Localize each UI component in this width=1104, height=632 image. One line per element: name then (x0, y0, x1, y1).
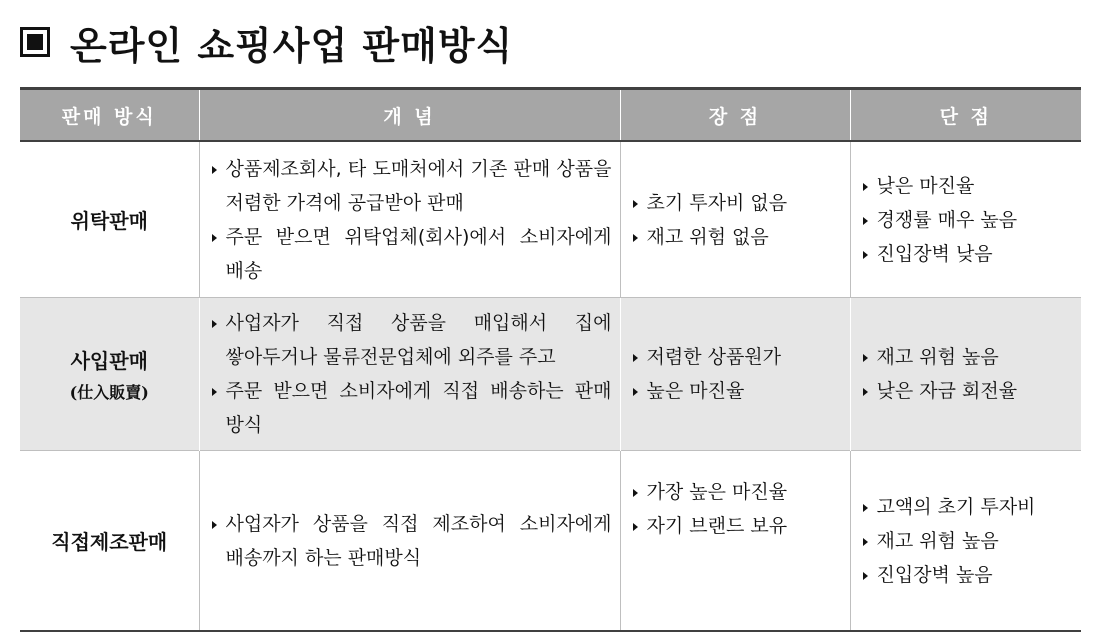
method-hanja: (仕入販賣) (69, 383, 149, 402)
concept-cell (199, 451, 620, 632)
concept-cell (199, 298, 620, 451)
list-item: 진입장벽 높음 (863, 558, 1074, 592)
table-row (20, 141, 1081, 298)
list-item: 사업자가 직접 상품을 매입해서 집에 쌓아두거나 물류전문업체에 외주를 주고 (212, 306, 612, 374)
list-item: 저렴한 상품원가 (633, 340, 842, 374)
cons-list (851, 340, 1082, 408)
cons-cell (850, 298, 1081, 451)
cons-list (851, 169, 1082, 271)
cons-cell (850, 141, 1081, 298)
list-item: 상품제조회사, 타 도매처에서 기존 판매 상품을 저렴한 가격에 공급받아 판매 (212, 152, 612, 220)
header-cons: 단 점 (850, 89, 1081, 142)
pros-cell (620, 141, 850, 298)
method-name: 사입판매 (70, 349, 148, 373)
header-pros: 장 점 (620, 89, 850, 142)
concept-list (200, 152, 620, 288)
sales-method-table (20, 87, 1081, 632)
concept-list (200, 507, 620, 575)
list-item: 가장 높은 마진율 (633, 475, 842, 509)
concept-cell (199, 141, 620, 298)
list-item: 경쟁률 매우 높음 (863, 203, 1074, 237)
list-item: 재고 위험 없음 (633, 220, 842, 254)
list-item: 사업자가 상품을 직접 제조하여 소비자에게 배송까지 하는 판매방식 (212, 507, 612, 575)
cons-cell (850, 451, 1081, 632)
header-method: 판매 방식 (20, 89, 199, 142)
pros-cell (620, 451, 850, 632)
list-item: 높은 마진율 (633, 374, 842, 408)
table-header-row (20, 89, 1081, 142)
table-row (20, 298, 1081, 451)
table-row (20, 451, 1081, 632)
pros-cell (620, 298, 850, 451)
page-title (20, 14, 513, 70)
list-item: 주문 받으면 위탁업체(회사)에서 소비자에게 배송 (212, 220, 612, 288)
list-item: 주문 받으면 소비자에게 직접 배송하는 판매 방식 (212, 374, 612, 442)
method-cell (20, 451, 199, 632)
list-item: 낮은 마진율 (863, 169, 1074, 203)
method-cell (20, 298, 199, 451)
list-item: 초기 투자비 없음 (633, 186, 842, 220)
list-item: 재고 위험 높음 (863, 340, 1074, 374)
page-title-text: 온라인 쇼핑사업 판매방식 (70, 23, 514, 68)
square-bullet-icon (20, 27, 50, 57)
method-name: 위탁판매 (70, 209, 148, 233)
pros-list (621, 186, 850, 254)
concept-list (200, 306, 620, 442)
pros-list (621, 475, 850, 543)
list-item: 자기 브랜드 보유 (633, 509, 842, 543)
list-item: 낮은 자금 회전율 (863, 374, 1074, 408)
pros-list (621, 340, 850, 408)
method-name: 직접제조판매 (51, 530, 168, 554)
method-cell (20, 141, 199, 298)
list-item: 진입장벽 낮음 (863, 237, 1074, 271)
cons-list (851, 490, 1082, 592)
list-item: 고액의 초기 투자비 (863, 490, 1074, 524)
header-concept: 개 념 (199, 89, 620, 142)
list-item: 재고 위험 높음 (863, 524, 1074, 558)
